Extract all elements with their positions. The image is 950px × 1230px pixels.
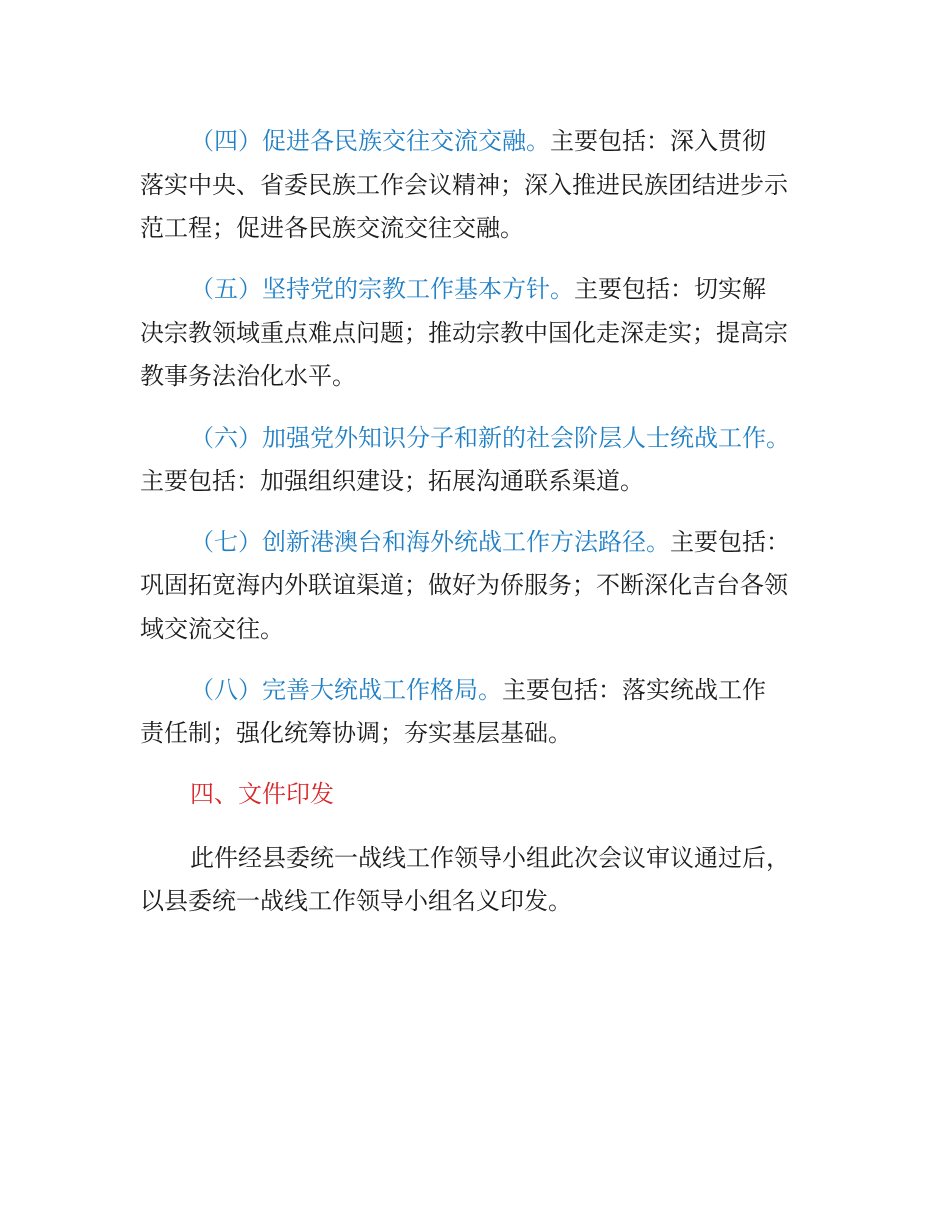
section-5-text-1: 主要包括：切实解: [574, 275, 766, 303]
section-8-text-1: 主要包括：落实统战工作: [502, 676, 766, 704]
closing-line-2: 以县委统一战线工作领导小组名义印发。: [140, 887, 572, 915]
section-4-text-1: 主要包括：深入贯彻: [550, 127, 766, 155]
section-7-text-1: 主要包括：: [670, 528, 790, 556]
section-4-line-3: 范工程；促进各民族交流交往交融。: [140, 214, 524, 242]
section-6-heading: （六）加强党外知识分子和新的社会阶层人士统战工作。: [190, 424, 790, 452]
section-6-line-1: [190, 423, 790, 453]
section-4-heading: （四）促进各民族交往交流交融。: [190, 127, 550, 155]
section-7-line-2: 巩固拓宽海内外联谊渠道；做好为侨服务；不断深化吉台各领: [140, 571, 788, 599]
section-4-line-1: [190, 126, 766, 156]
section-4-line-2: 落实中央、省委民族工作会议精神；深入推进民族团结进步示: [140, 171, 788, 199]
section-5-line-3: 教事务法治化水平。: [140, 362, 356, 390]
section-7-line-1: [190, 527, 790, 557]
section-8-line-2: 责任制；强化统筹协调；夯实基层基础。: [140, 719, 572, 747]
section-8-line-1: [190, 675, 766, 705]
section-8-heading: （八）完善大统战工作格局。: [190, 676, 502, 704]
section-7-heading: （七）创新港澳台和海外统战工作方法路径。: [190, 528, 670, 556]
section-5-heading: （五）坚持党的宗教工作基本方针。: [190, 275, 574, 303]
section-5-line-2: 决宗教领域重点难点问题；推动宗教中国化走深走实；提高宗: [140, 319, 788, 347]
section-5-line-1: [190, 274, 766, 304]
section-7-line-3: 域交流交往。: [140, 615, 284, 643]
closing-line-1: 此件经县委统一战线工作领导小组此次会议审议通过后，: [190, 844, 790, 872]
chapter-heading: 四、文件印发: [190, 780, 334, 808]
section-6-line-2: 主要包括：加强组织建设；拓展沟通联系渠道。: [140, 467, 644, 495]
